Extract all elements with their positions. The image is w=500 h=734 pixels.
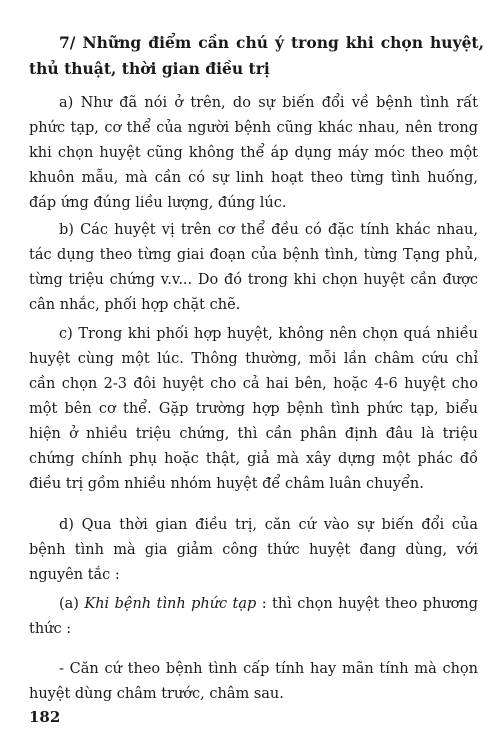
- paragraph-b: b) Các huyệt vị trên cơ thể đều có đặc tính khác nhau, tác dụng theo từng giai đoạn của bệnh tình, từng Tạng phủ, từng triệu chứng v.v... Do đó trong khi chọn huyệt cần được cân nhắc, phối hợp chặt chẽ.: [29, 222, 478, 313]
- sub-item-a-label: (a): [59, 596, 79, 612]
- sub-item-a-italic: Khi bệnh tình phức tạp: [84, 596, 257, 612]
- paragraph-d: d) Qua thời gian điều trị, căn cứ vào sự biến đổi của bệnh tình mà gia giảm công thức huyệt đang dùng, với nguyên tắc :: [29, 517, 478, 583]
- sub-item-a-rest: : thì chọn huyệt theo phương thức :: [29, 596, 479, 637]
- page-number: 182: [29, 708, 61, 726]
- section-heading: 7/ Những điểm cần chú ý trong khi chọn huyệt, thủ thuật, thời gian điều trị: [29, 33, 484, 78]
- paragraph-a: a) Như đã nói ở trên, do sự biến đổi về bệnh tình rất phức tạp, cơ thể của người bệnh cũng khác nhau, nên trong khi chọn huyệt cũng không thể áp dụng máy móc theo một khuôn mẫu, mà cần có sự linh hoạt theo từng tình huống, đáp ứng đúng liều lượng, đúng lúc.: [29, 95, 478, 211]
- paragraph-c: c) Trong khi phối hợp huyệt, không nên chọn quá nhiều huyệt cùng một lúc. Thông thường, mỗi lần châm cứu chỉ cần chọn 2-3 đôi huyệt cho cả hai bên, hoặc 4-6 huyệt cho một bên cơ thể. Gặp trường hợp bệnh tình phức tạp, biểu hiện ở nhiều triệu chứng, thì cần phân định đâu là triệu chứng chính phụ hoặc thật, giả mà xây dựng một phác đồ điều trị gồm nhiều nhóm huyệt để châm luân chuyển.: [29, 326, 478, 492]
- bullet-item: - Căn cứ theo bệnh tình cấp tính hay mãn tính mà chọn huyệt dùng châm trước, châm sau.: [29, 661, 478, 702]
- sub-item-a: [29, 592, 478, 642]
